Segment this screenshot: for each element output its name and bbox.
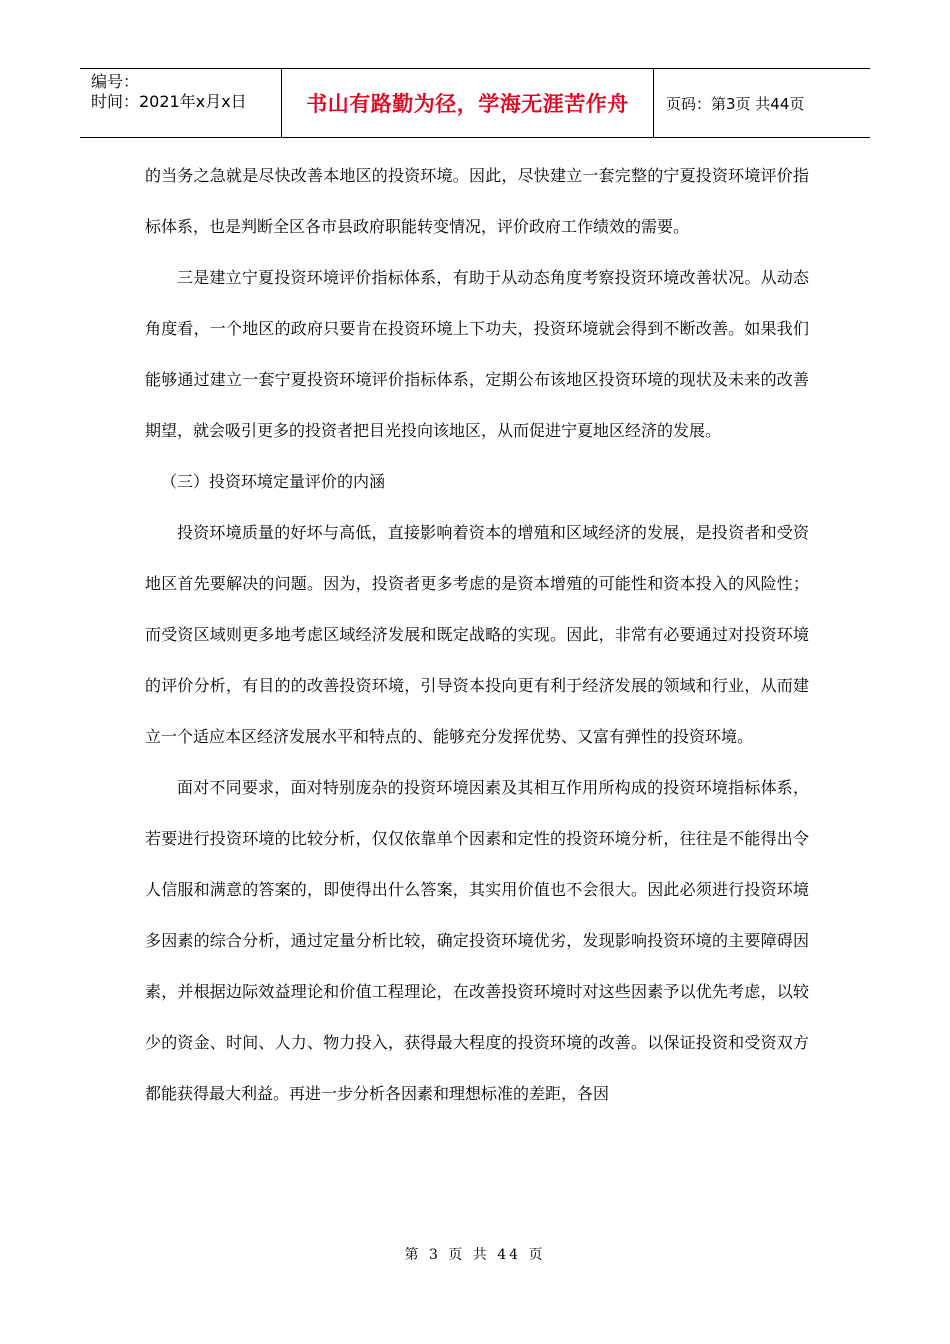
header-page-cell — [654, 69, 870, 137]
header-motto-cell — [281, 69, 654, 137]
paragraph: 投资环境质量的好坏与高低，直接影响着资本的增殖和区域经济的发展，是投资者和受资地区首先要解决的问题。因为，投资者更多考虑的是资本增殖的可能性和资本投入的风险性；而受资区域则更多地考虑区域经济发展和既定战略的实现。因此，非常有必要通过对投资环境的评价分析，有目的的改善投资环境，引导资本投向更有利于经济发展的领域和行业，从而建立一个适应本区经济发展水平和特点的、能够充分发挥优势、又富有弹性的投资环境。 — [145, 523, 809, 746]
document-body — [145, 150, 809, 1119]
page-footer: 第 3 页 共 44 页 — [404, 1247, 546, 1263]
header-motto: 书山有路勤为径，学海无涯苦作舟 — [306, 92, 629, 116]
page-header — [80, 68, 870, 138]
document-time-label: 时间：2021年x月x日 — [91, 92, 247, 111]
header-meta — [80, 69, 281, 137]
paragraph: 的当务之急就是尽快改善本地区的投资环境。因此，尽快建立一套完整的宁夏投资环境评价指标体系，也是判断全区各市县政府职能转变情况，评价政府工作绩效的需要。 — [145, 166, 809, 236]
paragraph: 面对不同要求，面对特别庞杂的投资环境因素及其相互作用所构成的投资环境指标体系，若要进行投资环境的比较分析，仅仅依靠单个因素和定性的投资环境分析，往往是不能得出令人信服和满意的答案的，即使得出什么答案，其实用价值也不会很大。因此必须进行投资环境多因素的综合分析，通过定量分析比较，确定投资环境优劣，发现影响投资环境的主要障碍因素，并根据边际效益理论和价值工程理论，在改善投资环境时对这些因素予以优先考虑，以较少的资金、时间、人力、物力投入，获得最大程度的投资环境的改善。以保证投资和受资双方都能获得最大利益。再进一步分析各因素和理想标准的差距，各因 — [145, 778, 809, 1103]
header-page-label: 页码：第3页 共44页 — [666, 94, 805, 113]
paragraph: 三是建立宁夏投资环境评价指标体系，有助于从动态角度考察投资环境改善状况。从动态角度看，一个地区的政府只要肯在投资环境上下功夫，投资环境就会得到不断改善。如果我们能够通过建立一套宁夏投资环境评价指标体系，定期公布该地区投资环境的现状及未来的改善期望，就会吸引更多的投资者把目光投向该地区，从而促进宁夏地区经济的发展。 — [145, 268, 809, 440]
document-number-label: 编号： — [91, 72, 140, 91]
section-heading: （三）投资环境定量评价的内涵 — [161, 472, 386, 491]
